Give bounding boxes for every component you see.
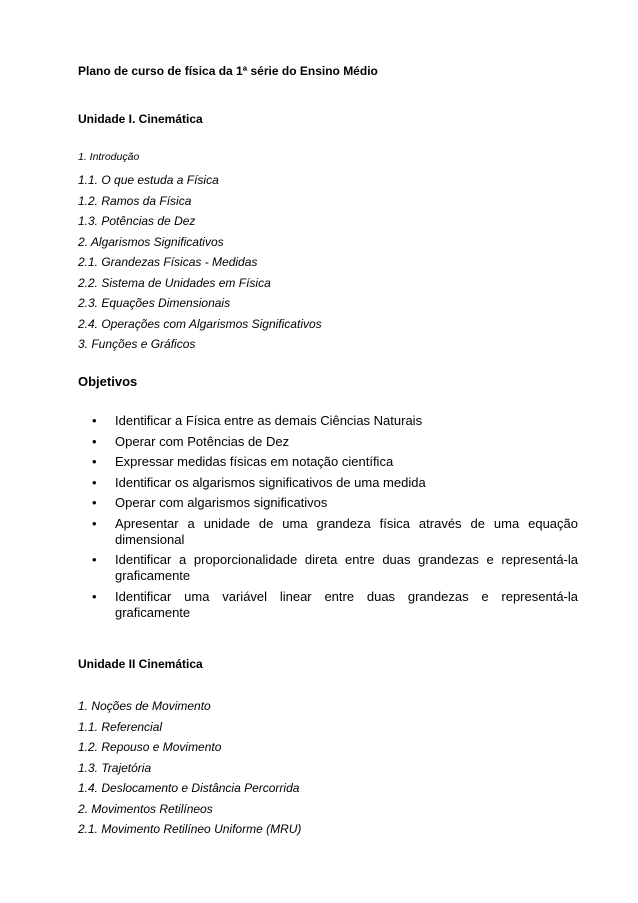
objective-text: Apresentar a unidade de uma grandeza física através de uma equação	[115, 515, 578, 531]
list-item: 2.1. Movimento Retilíneo Uniforme (MRU)	[78, 822, 302, 836]
list-item: 2. Algarismos Significativos	[78, 234, 224, 249]
document-title: Plano de curso de física da 1ª série do Ensino Médio	[78, 64, 378, 78]
unit-2-heading: Unidade II Cinemática	[78, 657, 203, 671]
objective-text: Identificar a proporcionalidade direta entre duas grandezas e representá-la	[115, 552, 578, 567]
bullet-icon: •	[92, 515, 97, 531]
objective-item	[92, 434, 578, 450]
list-item: 1.4. Deslocamento e Distância Percorrida	[78, 781, 300, 795]
bullet-icon: •	[92, 588, 97, 604]
objective-text: Operar com Potências de Dez	[115, 433, 290, 449]
bullet-icon: •	[92, 454, 97, 469]
objective-text: Identificar os algarismos significativos de uma medida	[115, 474, 426, 490]
objective-item	[92, 516, 578, 548]
list-item: 1. Noções de Movimento	[78, 699, 211, 713]
bullet-icon: •	[92, 413, 97, 428]
unit-1-heading: Unidade I. Cinemática	[78, 112, 203, 126]
objective-item	[92, 413, 578, 429]
objective-text: Operar com algarismos significativos	[115, 495, 328, 510]
list-item: 3. Funções e Gráficos	[78, 337, 196, 351]
bullet-icon: •	[92, 433, 97, 449]
list-item: 2.3. Equações Dimensionais	[78, 296, 231, 310]
list-item: 2. Movimentos Retilíneos	[78, 801, 213, 816]
list-item: 1.3. Trajetória	[78, 760, 152, 775]
objectives-list	[92, 413, 578, 625]
list-item: 1. Introdução	[78, 151, 140, 163]
list-item: 1.1. Referencial	[78, 719, 163, 734]
objective-text: Identificar a Física entre as demais Ciências Naturais	[115, 413, 423, 428]
objective-item	[92, 552, 578, 584]
list-item: 2.2. Sistema de Unidades em Física	[78, 275, 271, 290]
list-item: 2.1. Grandezas Físicas - Medidas	[78, 255, 258, 269]
list-item: 1.3. Potências de Dez	[78, 214, 196, 228]
unit-2-topic-list	[78, 699, 301, 843]
objective-text-continued: graficamente	[115, 568, 191, 583]
list-item: 1.2. Repouso e Movimento	[78, 740, 222, 754]
list-item: 1.1. O que estuda a Física	[78, 173, 219, 187]
bullet-icon: •	[92, 495, 97, 510]
objectives-heading: Objetivos	[78, 374, 138, 389]
objective-item	[92, 495, 578, 511]
objective-text: Expressar medidas físicas em notação científica	[115, 454, 394, 469]
unit-1-topic-list	[78, 150, 322, 358]
objective-item	[92, 589, 578, 621]
objective-item	[92, 454, 578, 470]
list-item: 2.4. Operações com Algarismos Significativos	[78, 316, 322, 331]
objective-item	[92, 475, 578, 491]
bullet-icon: •	[92, 474, 97, 490]
bullet-icon: •	[92, 552, 97, 567]
objective-text-continued: dimensional	[115, 531, 185, 547]
objective-text-continued: graficamente	[115, 604, 191, 620]
objective-text: Identificar uma variável linear entre duas grandezas e representá-la	[115, 588, 578, 604]
list-item: 1.2. Ramos da Física	[78, 193, 192, 208]
